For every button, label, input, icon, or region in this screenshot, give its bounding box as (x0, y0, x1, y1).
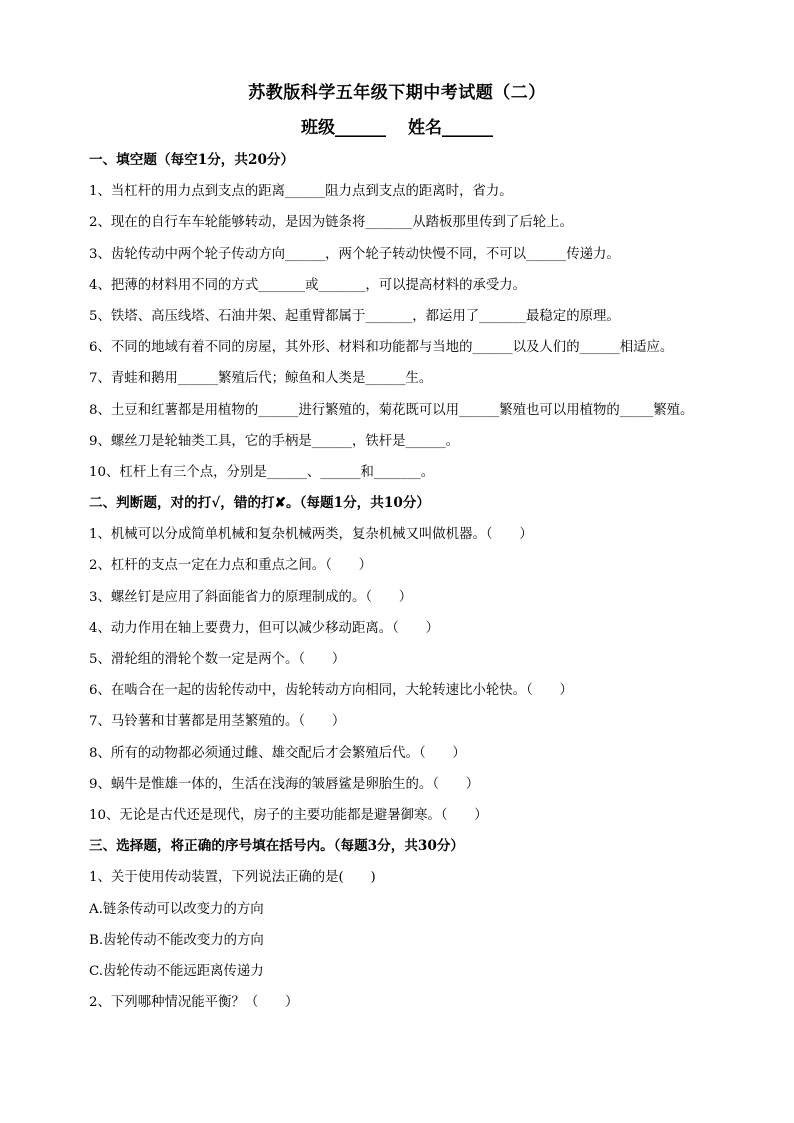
question-line: 8、所有的动物都必须通过雌、雄交配后才会繁殖后代。（ ） (89, 745, 466, 761)
question-line: 3、螺丝钉是应用了斜面能省力的原理制成的。（ ） (89, 589, 413, 605)
question-line: 1、当杠杆的用力点到支点的距离______阻力点到支点的距离时，省力。 (89, 184, 513, 200)
question-line: 5、铁塔、高压线塔、石油井架、起重臂都属于_______，都运用了_______最稳定的原理。 (89, 308, 620, 324)
question-line: 5、滑轮组的滑轮个数一定是两个。（ ） (89, 652, 346, 667)
question-line: 7、青蛙和鹅用______繁殖后代；鲸鱼和人类是______生。 (89, 371, 433, 387)
question-line: 9、螺丝刀是轮轴类工具，它的手柄是______，铁杆是______。 (89, 433, 460, 449)
question-line: 2、现在的自行车车轮能够转动，是因为链条将_______从踏板那里传到了后轮上。 (89, 215, 573, 231)
question-list (89, 145, 779, 1018)
student-info (0, 113, 794, 138)
question-line: 4、动力作用在轴上要费力，但可以减少移动距离。（ ） (89, 620, 439, 636)
page-title: 苏教版科学五年级下期中考试题（二） (248, 83, 546, 103)
question-line: 2、杠杆的支点一定在力点和重点之间。（ ） (89, 558, 373, 574)
question-line: 9、蜗牛是惟雄一体的，生活在浅海的皱唇鲨是卵胎生的。（ ） (89, 776, 480, 792)
question-line: 8、土豆和红薯都是用植物的______进行繁殖的，菊花既可以用______繁殖也可以用植物的_____繁殖。 (89, 402, 694, 418)
name-label: 姓名______ (408, 118, 493, 138)
question-line: 10、杠杆上有三个点，分别是______、______和_______。 (89, 464, 435, 480)
question-line: 10、无论是古代还是现代，房子的主要功能都是避暑御寒。（ ） (89, 807, 488, 823)
question-line: 7、马铃薯和甘薯都是用茎繁殖的。（ ） (89, 714, 346, 730)
question-line: C.齿轮传动不能远距离传递力 (89, 963, 264, 979)
question-line: 4、把薄的材料用不同的方式_______或_______，可以提高材料的承受力。 (89, 277, 527, 293)
question-line: 2、下列哪种情况能平衡？（ ） (89, 995, 299, 1011)
question-line: A.链条传动可以改变力的方向 (89, 901, 264, 917)
section-heading: 一、填空题（每空1分，共20分） (89, 152, 295, 168)
question-line: 1、机械可以分成简单机械和复杂机械两类，复杂机械又叫做机器。（ ） (89, 527, 533, 543)
question-line: B.齿轮传动不能改变力的方向 (89, 932, 264, 948)
question-line: 6、不同的地域有着不同的房屋，其外形、材料和功能都与当地的______以及人们的______相适应。 (89, 340, 674, 356)
question-line: 3、齿轮传动中两个轮子传动方向______，两个轮子转动快慢不同，不可以______传递力。 (89, 246, 620, 262)
question-line: 1、关于使用传动装置，下列说法正确的是( ) (89, 870, 376, 886)
question-line: 6、在啮合在一起的齿轮传动中，齿轮转动方向相同，大轮转速比小轮快。（ ） (89, 683, 573, 699)
section-heading: 二、判断题，对的打√，错的打✘。（每题1分，共10分） (89, 495, 430, 512)
section-heading: 三、选择题，将正确的序号填在括号内。（每题3分，共30分） (89, 838, 465, 855)
class-label: 班级______ (301, 118, 386, 138)
